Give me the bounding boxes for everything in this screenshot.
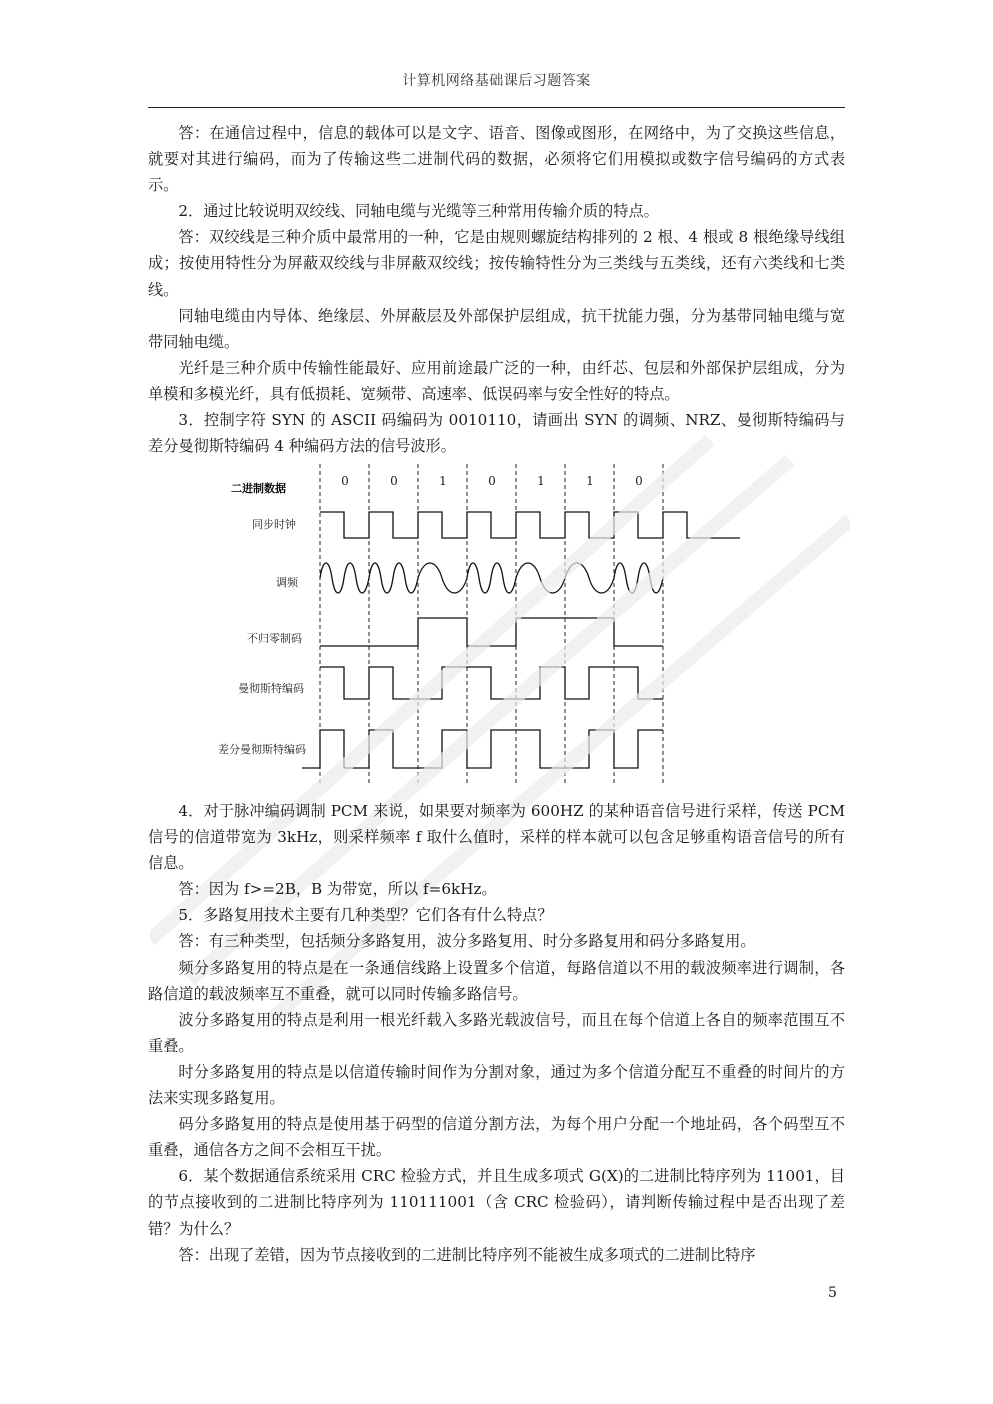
paragraph: 光纤是三种介质中传输性能最好、应用前途最广泛的一种，由纤芯、包层和外部保护层组成，分为单模和多模光纤，具有低损耗、宽频带、高速率、低误码率与安全性好的特点。 (148, 358, 845, 403)
question-2: 2．通过比较说明双绞线、同轴电缆与光缆等三种常用传输介质的特点。 (178, 202, 659, 221)
label-sync-clock: 同步时钟 (252, 518, 296, 531)
label-fm: 调频 (276, 576, 298, 589)
paragraph: 答：双绞线是三种介质中最常用的一种，它是由规则螺旋结构排列的 2 根、4 根或 8 根绝缘导线组成；按使用特性分为屏蔽双绞线与非屏蔽双绞线；按传输特性分为三类线与五类线，还有六类线和七类线。 (148, 228, 845, 299)
page-number: 5 (828, 1285, 837, 1301)
label-diff-manchester: 差分曼彻斯特编码 (218, 743, 306, 756)
label-manchester: 曼彻斯特编码 (238, 682, 304, 695)
paragraph: 答：在通信过程中，信息的载体可以是文字、语音、图像或图形，在网络中，为了交换这些信息，就要对其进行编码，而为了传输这些二进制代码的数据，必须将它们用模拟或数字信号编码的方式表示。 (148, 124, 845, 195)
fm-waveform (320, 563, 663, 593)
paragraph: 频分多路复用的特点是在一条通信线路上设置多个信道，每路信道以不用的载波频率进行调制，各路信道的载波频率互不重叠，就可以同时传输多路信号。 (148, 958, 845, 1003)
manchester-waveform (320, 667, 663, 699)
paragraph: 同轴电缆由内导体、绝缘层、外屏蔽层及外部保护层组成，抗干扰能力强，分为基带同轴电缆与宽带同轴电缆。 (148, 306, 845, 351)
nrz-waveform (320, 618, 663, 646)
page-header-title: 计算机网络基础课后习题答案 (402, 73, 591, 89)
paragraph: 时分多路复用的特点是以信道传输时间作为分割对象，通过为多个信道分配互不重叠的时间片的方法来实现多路复用。 (148, 1062, 845, 1108)
paragraph: 波分多路复用的特点是利用一根光纤载入多路光载波信号，而且在每个信道上各自的频率范围互不重叠。 (148, 1010, 845, 1055)
question-4: 4．对于脉冲编码调制 PCM 来说，如果要对频率为 600HZ 的某种语音信号进行采样，传送 PCM 信号的信道带宽为 3kHz，则采样频率 f 取什么值时，采样的样本就可以包含足够重构语音信号的所有信息。 (148, 802, 845, 873)
section-1-text (148, 120, 845, 459)
bit-value: 1 (586, 474, 594, 488)
paragraph: 码分多路复用的特点是使用基于码型的信道分割方法，为每个用户分配一个地址码，各个码型互不重叠，通信各方之间不会相互干扰。 (148, 1115, 845, 1160)
header-rule (148, 107, 845, 108)
question-5: 5．多路复用技术主要有几种类型？它们各有什么特点？ (178, 906, 553, 925)
bit-value: 0 (635, 474, 643, 488)
question-3: 3．控制字符 SYN 的 ASCII 码编码为 0010110，请画出 SYN 的调频、NRZ、曼彻斯特编码与差分曼彻斯特编码 4 种编码方法的信号波形。 (148, 411, 845, 456)
bit-value: 1 (439, 474, 447, 488)
label-nrz: 不归零制码 (247, 632, 302, 645)
paragraph: 答：出现了差错，因为节点接收到的二进制比特序列不能被生成多项式的二进制比特序 (178, 1245, 756, 1264)
bit-value: 0 (341, 474, 349, 488)
signal-encoding-diagram (200, 462, 760, 792)
bit-value: 1 (537, 474, 545, 488)
clock-waveform (320, 512, 740, 538)
question-6: 6．某个数据通信系统采用 CRC 检验方式，并且生成多项式 G(X)的二进制比特序列为 11001，目的节点接收到的二进制比特序列为 110111001（含 CRC 检验码），请判断传输过程中是否出现了差错？为什么？ (148, 1167, 845, 1238)
diff-manchester-waveform (302, 730, 663, 768)
paragraph: 答：有三种类型，包括频分多路复用，波分多路复用、时分多路复用和码分多路复用。 (178, 932, 756, 951)
bit-value: 0 (488, 474, 496, 488)
bit-value: 0 (390, 474, 398, 488)
paragraph: 答：因为 f>=2B，B 为带宽，所以 f=6kHz。 (178, 880, 497, 899)
section-2-text (148, 798, 845, 1268)
label-binary-data: 二进制数据 (231, 482, 286, 495)
